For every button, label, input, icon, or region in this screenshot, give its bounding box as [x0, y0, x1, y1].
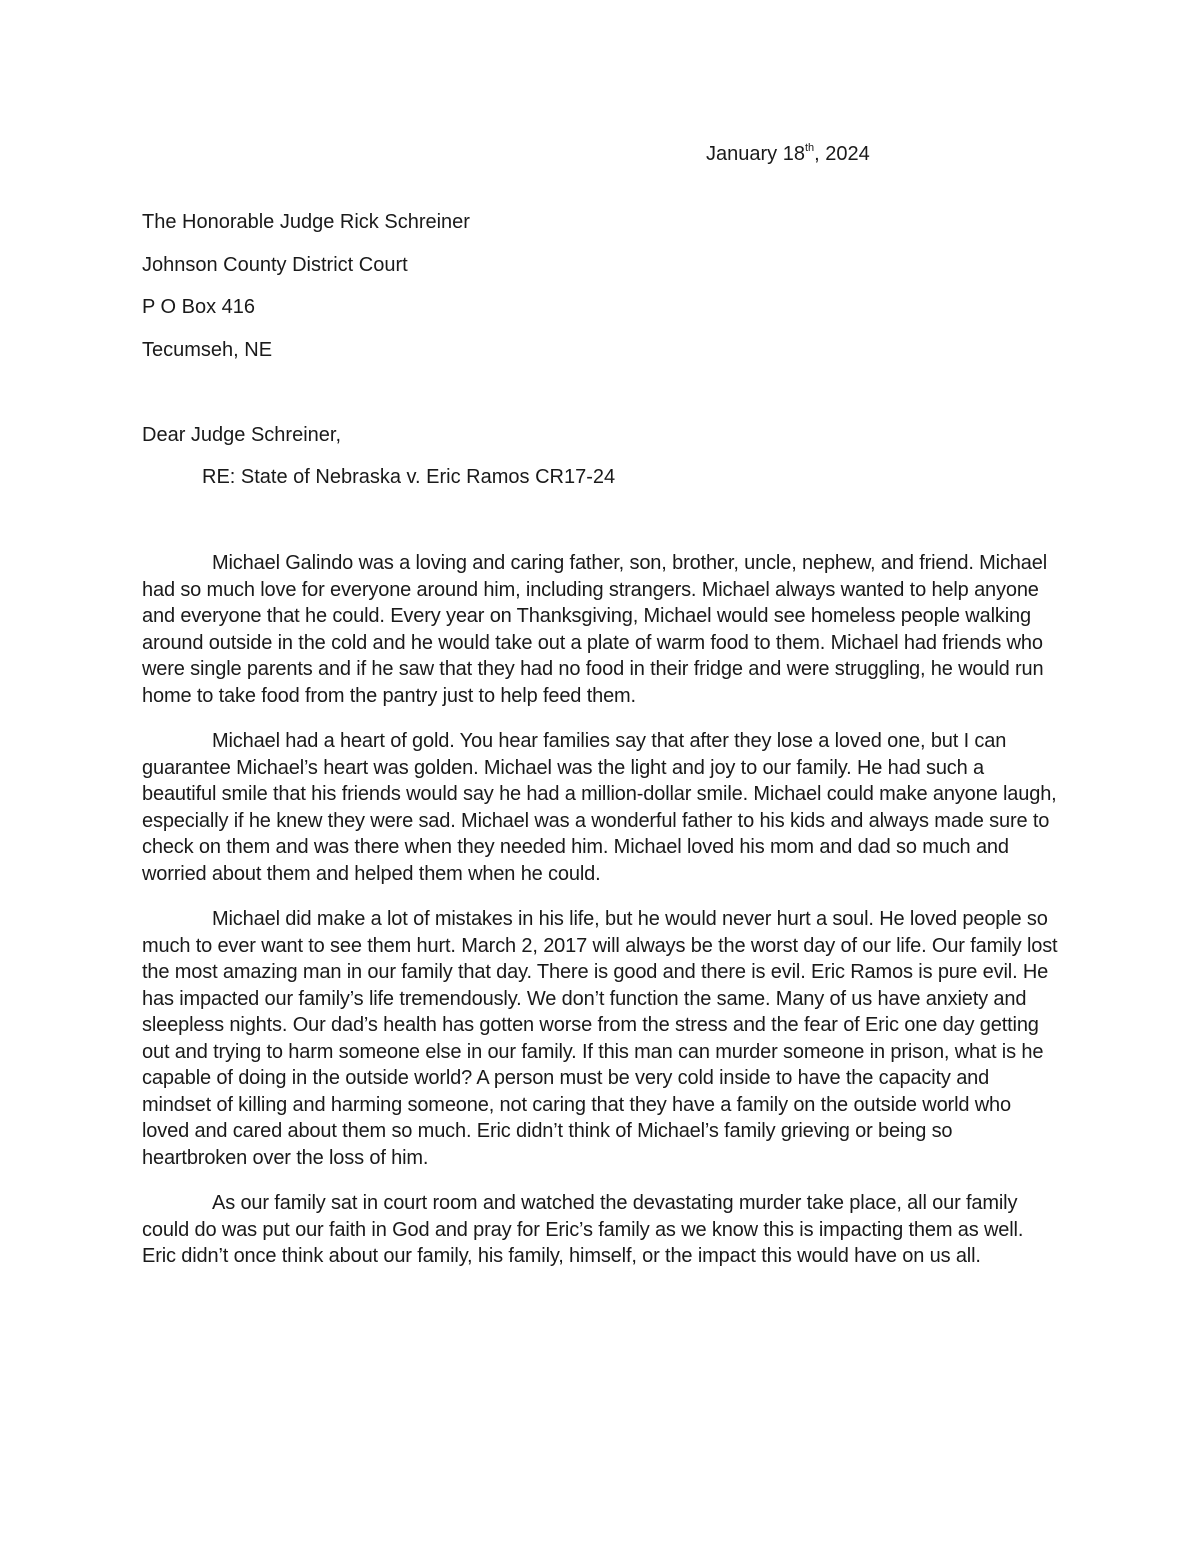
body-paragraph-4: As our family sat in court room and watched the devastating murder take place, all our family could do was put our faith in God and pray for Eric’s family as we know this is impacting them as well. Eric didn’t once think about our family, his family, himself, or the impact this would have on us all.: [142, 1192, 1024, 1267]
date-year: , 2024: [814, 143, 870, 165]
date-month-day: January 18: [706, 143, 805, 165]
recipient-name: The Honorable Judge Rick Schreiner: [142, 211, 470, 233]
recipient-court: Johnson County District Court: [142, 253, 408, 276]
body-paragraph-3: Michael did make a lot of mistakes in his life, but he would never hurt a soul. He loved people so much to ever want to see them hurt. March 2, 2017 will always be the worst day of our life. Our family lost the most amazing man in our family that day. There is good and there is evil. Eric Ramos is pure evil. He has impacted our family’s life tremendously. We don’t function the same. Many of us have anxiety and sleepless nights. Our dad’s health has gotten worse from the stress and the fear of Eric one day getting out and trying to harm someone else in our family. If this man can murder someone in prison, what is he capable of doing in the outside world? A person must be very cold inside to have the capacity and mindset of killing and harming someone, not caring that they have a family on the outside world who loved and cared about them so much. Eric didn’t think of Michael’s family grieving or being so heartbroken over the loss of him.: [142, 908, 1058, 1169]
salutation: Dear Judge Schreiner,: [142, 424, 342, 446]
letter-body: [142, 550, 1062, 1289]
letter-date: [706, 142, 870, 166]
body-paragraph-1: Michael Galindo was a loving and caring father, son, brother, uncle, nephew, and friend. Michael had so much love for everyone around him, including strangers. Michael always wanted to help anyone and everyone that he could. Every year on Thanksgiving, Michael would see homeless people walking around outside in the cold and he would take out a plate of warm food to them. Michael had friends who were single parents and if he saw that they had no food in their fridge and were struggling, he would run home to take food from the pantry just to help feed them.: [142, 552, 1048, 707]
re-line: RE: State of Nebraska v. Eric Ramos CR17-24: [202, 466, 616, 488]
recipient-address: [142, 210, 742, 380]
body-paragraph-2: Michael had a heart of gold. You hear families say that after they lose a loved one, but I can guarantee Michael’s heart was golden. Michael was the light and joy to our family. He had such a beautiful smile that his friends would say he had a million-dollar smile. Michael could make anyone laugh, especially if he knew they were sad. Michael was a wonderful father to his kids and always made sure to check on them and was there when they needed him. Michael loved his mom and dad so much and worried about them and helped them when he could.: [142, 730, 1057, 885]
recipient-po-box: P O Box 416: [142, 296, 256, 318]
recipient-city: Tecumseh, NE: [142, 338, 273, 361]
date-ordinal-suffix: th: [804, 142, 815, 154]
